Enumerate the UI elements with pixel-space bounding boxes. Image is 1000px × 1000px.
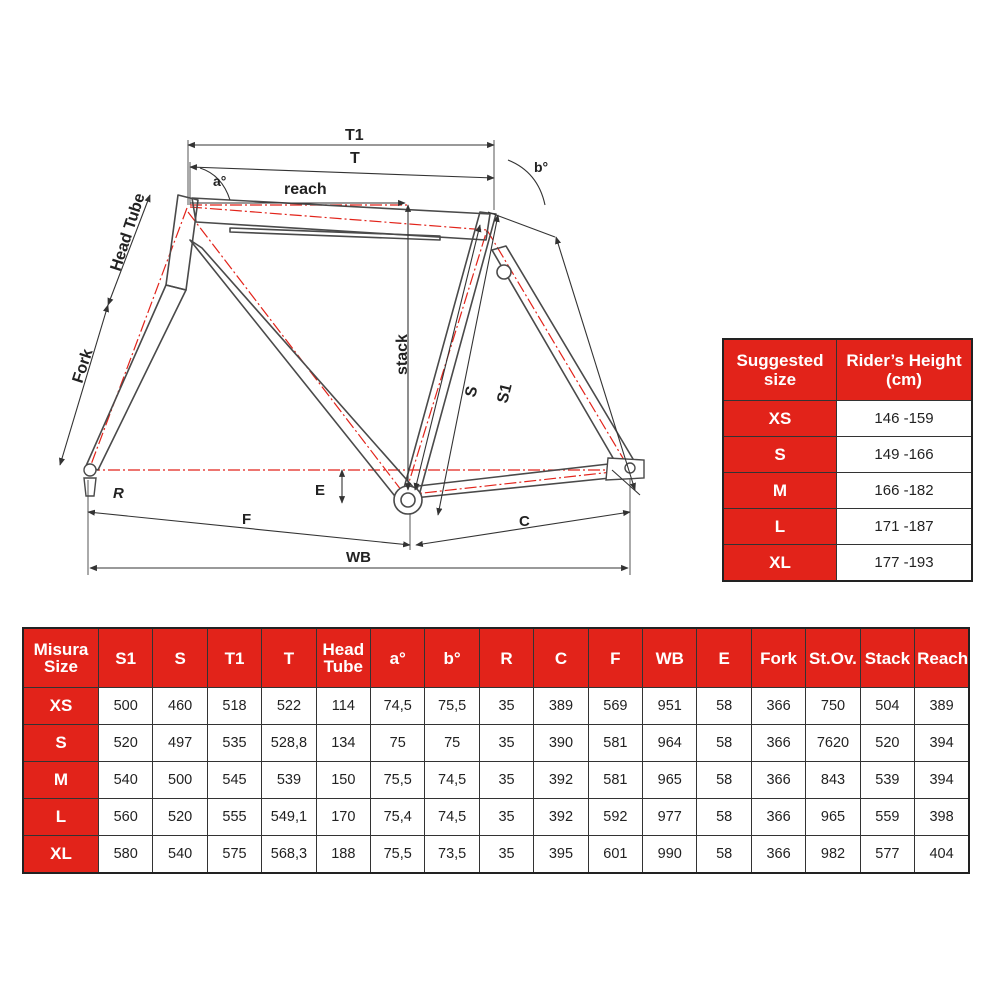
size-cell: XS: [723, 401, 837, 437]
value-cell: 528,8: [262, 725, 316, 762]
value-cell: 535: [207, 725, 261, 762]
value-cell: 568,3: [262, 836, 316, 874]
label-r: R: [113, 485, 124, 502]
table-row: [23, 799, 969, 836]
value-cell: 555: [207, 799, 261, 836]
size-cell: XL: [23, 836, 99, 874]
label-s: S: [462, 384, 482, 399]
column-header: S: [153, 628, 207, 688]
table-row: [23, 725, 969, 762]
value-cell: 75,5: [371, 762, 425, 799]
value-cell: 601: [588, 836, 642, 874]
value-cell: 965: [643, 762, 697, 799]
value-cell: 366: [751, 836, 805, 874]
value-cell: 592: [588, 799, 642, 836]
value-cell: 990: [643, 836, 697, 874]
table-row: [723, 473, 972, 509]
value-cell: 577: [860, 836, 914, 874]
seat-collar: [497, 265, 511, 279]
value-cell: 366: [751, 725, 805, 762]
value-cell: 977: [643, 799, 697, 836]
value-cell: 843: [806, 762, 860, 799]
label-f: F: [242, 511, 252, 528]
value-cell: 75,4: [371, 799, 425, 836]
height-cell: 146 -159: [837, 401, 973, 437]
value-cell: 58: [697, 836, 751, 874]
value-cell: 394: [915, 762, 969, 799]
front-dropout: [84, 464, 96, 496]
value-cell: 545: [207, 762, 261, 799]
label-reach: reach: [284, 181, 327, 198]
value-cell: 559: [860, 799, 914, 836]
rider-height-table: [722, 338, 973, 582]
value-cell: 575: [207, 836, 261, 874]
geometry-table-body: [23, 688, 969, 874]
height-cell: 171 -187: [837, 509, 973, 545]
column-header: Stack: [860, 628, 914, 688]
value-cell: 366: [751, 762, 805, 799]
value-cell: 75: [371, 725, 425, 762]
value-cell: 982: [806, 836, 860, 874]
value-cell: 394: [915, 725, 969, 762]
label-t1: T1: [345, 127, 364, 144]
column-header: R: [479, 628, 533, 688]
size-cell: M: [23, 762, 99, 799]
value-cell: 389: [915, 688, 969, 725]
value-cell: 581: [588, 762, 642, 799]
label-a-angle: a°: [213, 173, 227, 189]
value-cell: 539: [860, 762, 914, 799]
value-cell: 114: [316, 688, 370, 725]
column-header: C: [534, 628, 588, 688]
value-cell: 75,5: [371, 836, 425, 874]
dimension-lines: [60, 145, 640, 568]
rear-dropout: [606, 458, 644, 480]
label-stack: stack: [394, 334, 411, 375]
geometry-table: [22, 627, 970, 874]
value-cell: 392: [534, 762, 588, 799]
geometry-table-header-row: [23, 628, 969, 688]
value-cell: 35: [479, 836, 533, 874]
frame-outline: [86, 195, 636, 500]
value-cell: 73,5: [425, 836, 479, 874]
label-fork: Fork: [69, 347, 97, 386]
size-cell: S: [723, 437, 837, 473]
table-row: [23, 762, 969, 799]
value-cell: 390: [534, 725, 588, 762]
label-s1: S1: [494, 381, 516, 405]
value-cell: 520: [860, 725, 914, 762]
value-cell: 35: [479, 725, 533, 762]
size-cell: L: [723, 509, 837, 545]
value-cell: 188: [316, 836, 370, 874]
size-cell: XL: [723, 545, 837, 582]
value-cell: 366: [751, 688, 805, 725]
value-cell: 750: [806, 688, 860, 725]
label-wb: WB: [346, 549, 371, 566]
value-cell: 951: [643, 688, 697, 725]
rider-table-body: [723, 401, 972, 582]
value-cell: 569: [588, 688, 642, 725]
table-row: [723, 401, 972, 437]
value-cell: 539: [262, 762, 316, 799]
value-cell: 504: [860, 688, 914, 725]
value-cell: 170: [316, 799, 370, 836]
value-cell: 366: [751, 799, 805, 836]
value-cell: 500: [153, 762, 207, 799]
column-header: Fork: [751, 628, 805, 688]
table-row: [23, 836, 969, 874]
value-cell: 520: [153, 799, 207, 836]
column-header: T: [262, 628, 316, 688]
value-cell: 74,5: [425, 799, 479, 836]
value-cell: 150: [316, 762, 370, 799]
value-cell: 497: [153, 725, 207, 762]
value-cell: 460: [153, 688, 207, 725]
value-cell: 74,5: [425, 762, 479, 799]
size-cell: S: [23, 725, 99, 762]
table-row: [723, 437, 972, 473]
value-cell: 74,5: [371, 688, 425, 725]
value-cell: 964: [643, 725, 697, 762]
column-header: E: [697, 628, 751, 688]
value-cell: 35: [479, 762, 533, 799]
label-b-angle: b°: [534, 159, 549, 175]
value-cell: 7620: [806, 725, 860, 762]
column-header: F: [588, 628, 642, 688]
header-rider-height: Rider’s Height (cm): [837, 339, 973, 401]
rider-table-header-row: [723, 339, 972, 401]
height-cell: 166 -182: [837, 473, 973, 509]
size-cell: L: [23, 799, 99, 836]
column-header: Head Tube: [316, 628, 370, 688]
value-cell: 500: [99, 688, 153, 725]
value-cell: 35: [479, 799, 533, 836]
label-e: E: [315, 482, 326, 499]
value-cell: 134: [316, 725, 370, 762]
value-cell: 549,1: [262, 799, 316, 836]
value-cell: 965: [806, 799, 860, 836]
value-cell: 58: [697, 688, 751, 725]
label-t: T: [350, 150, 360, 167]
value-cell: 75,5: [425, 688, 479, 725]
value-cell: 580: [99, 836, 153, 874]
height-cell: 177 -193: [837, 545, 973, 582]
value-cell: 58: [697, 725, 751, 762]
column-header: St.Ov.: [806, 628, 860, 688]
column-header: S1: [99, 628, 153, 688]
value-cell: 522: [262, 688, 316, 725]
value-cell: 389: [534, 688, 588, 725]
value-cell: 540: [153, 836, 207, 874]
bottom-bracket: [394, 486, 422, 514]
column-header: WB: [643, 628, 697, 688]
table-row: [23, 688, 969, 725]
label-head-tube: Head Tube: [107, 191, 149, 274]
label-c: C: [519, 513, 530, 530]
column-header: T1: [207, 628, 261, 688]
value-cell: 404: [915, 836, 969, 874]
table-row: [723, 545, 972, 582]
column-header: Misura Size: [23, 628, 99, 688]
column-header: a°: [371, 628, 425, 688]
value-cell: 35: [479, 688, 533, 725]
value-cell: 540: [99, 762, 153, 799]
value-cell: 75: [425, 725, 479, 762]
value-cell: 392: [534, 799, 588, 836]
value-cell: 581: [588, 725, 642, 762]
header-suggested-size: Suggested size: [723, 339, 837, 401]
value-cell: 58: [697, 762, 751, 799]
value-cell: 395: [534, 836, 588, 874]
table-row: [723, 509, 972, 545]
value-cell: 560: [99, 799, 153, 836]
column-header: Reach: [915, 628, 969, 688]
value-cell: 58: [697, 799, 751, 836]
size-cell: XS: [23, 688, 99, 725]
height-cell: 149 -166: [837, 437, 973, 473]
size-cell: M: [723, 473, 837, 509]
value-cell: 520: [99, 725, 153, 762]
value-cell: 398: [915, 799, 969, 836]
value-cell: 518: [207, 688, 261, 725]
column-header: b°: [425, 628, 479, 688]
